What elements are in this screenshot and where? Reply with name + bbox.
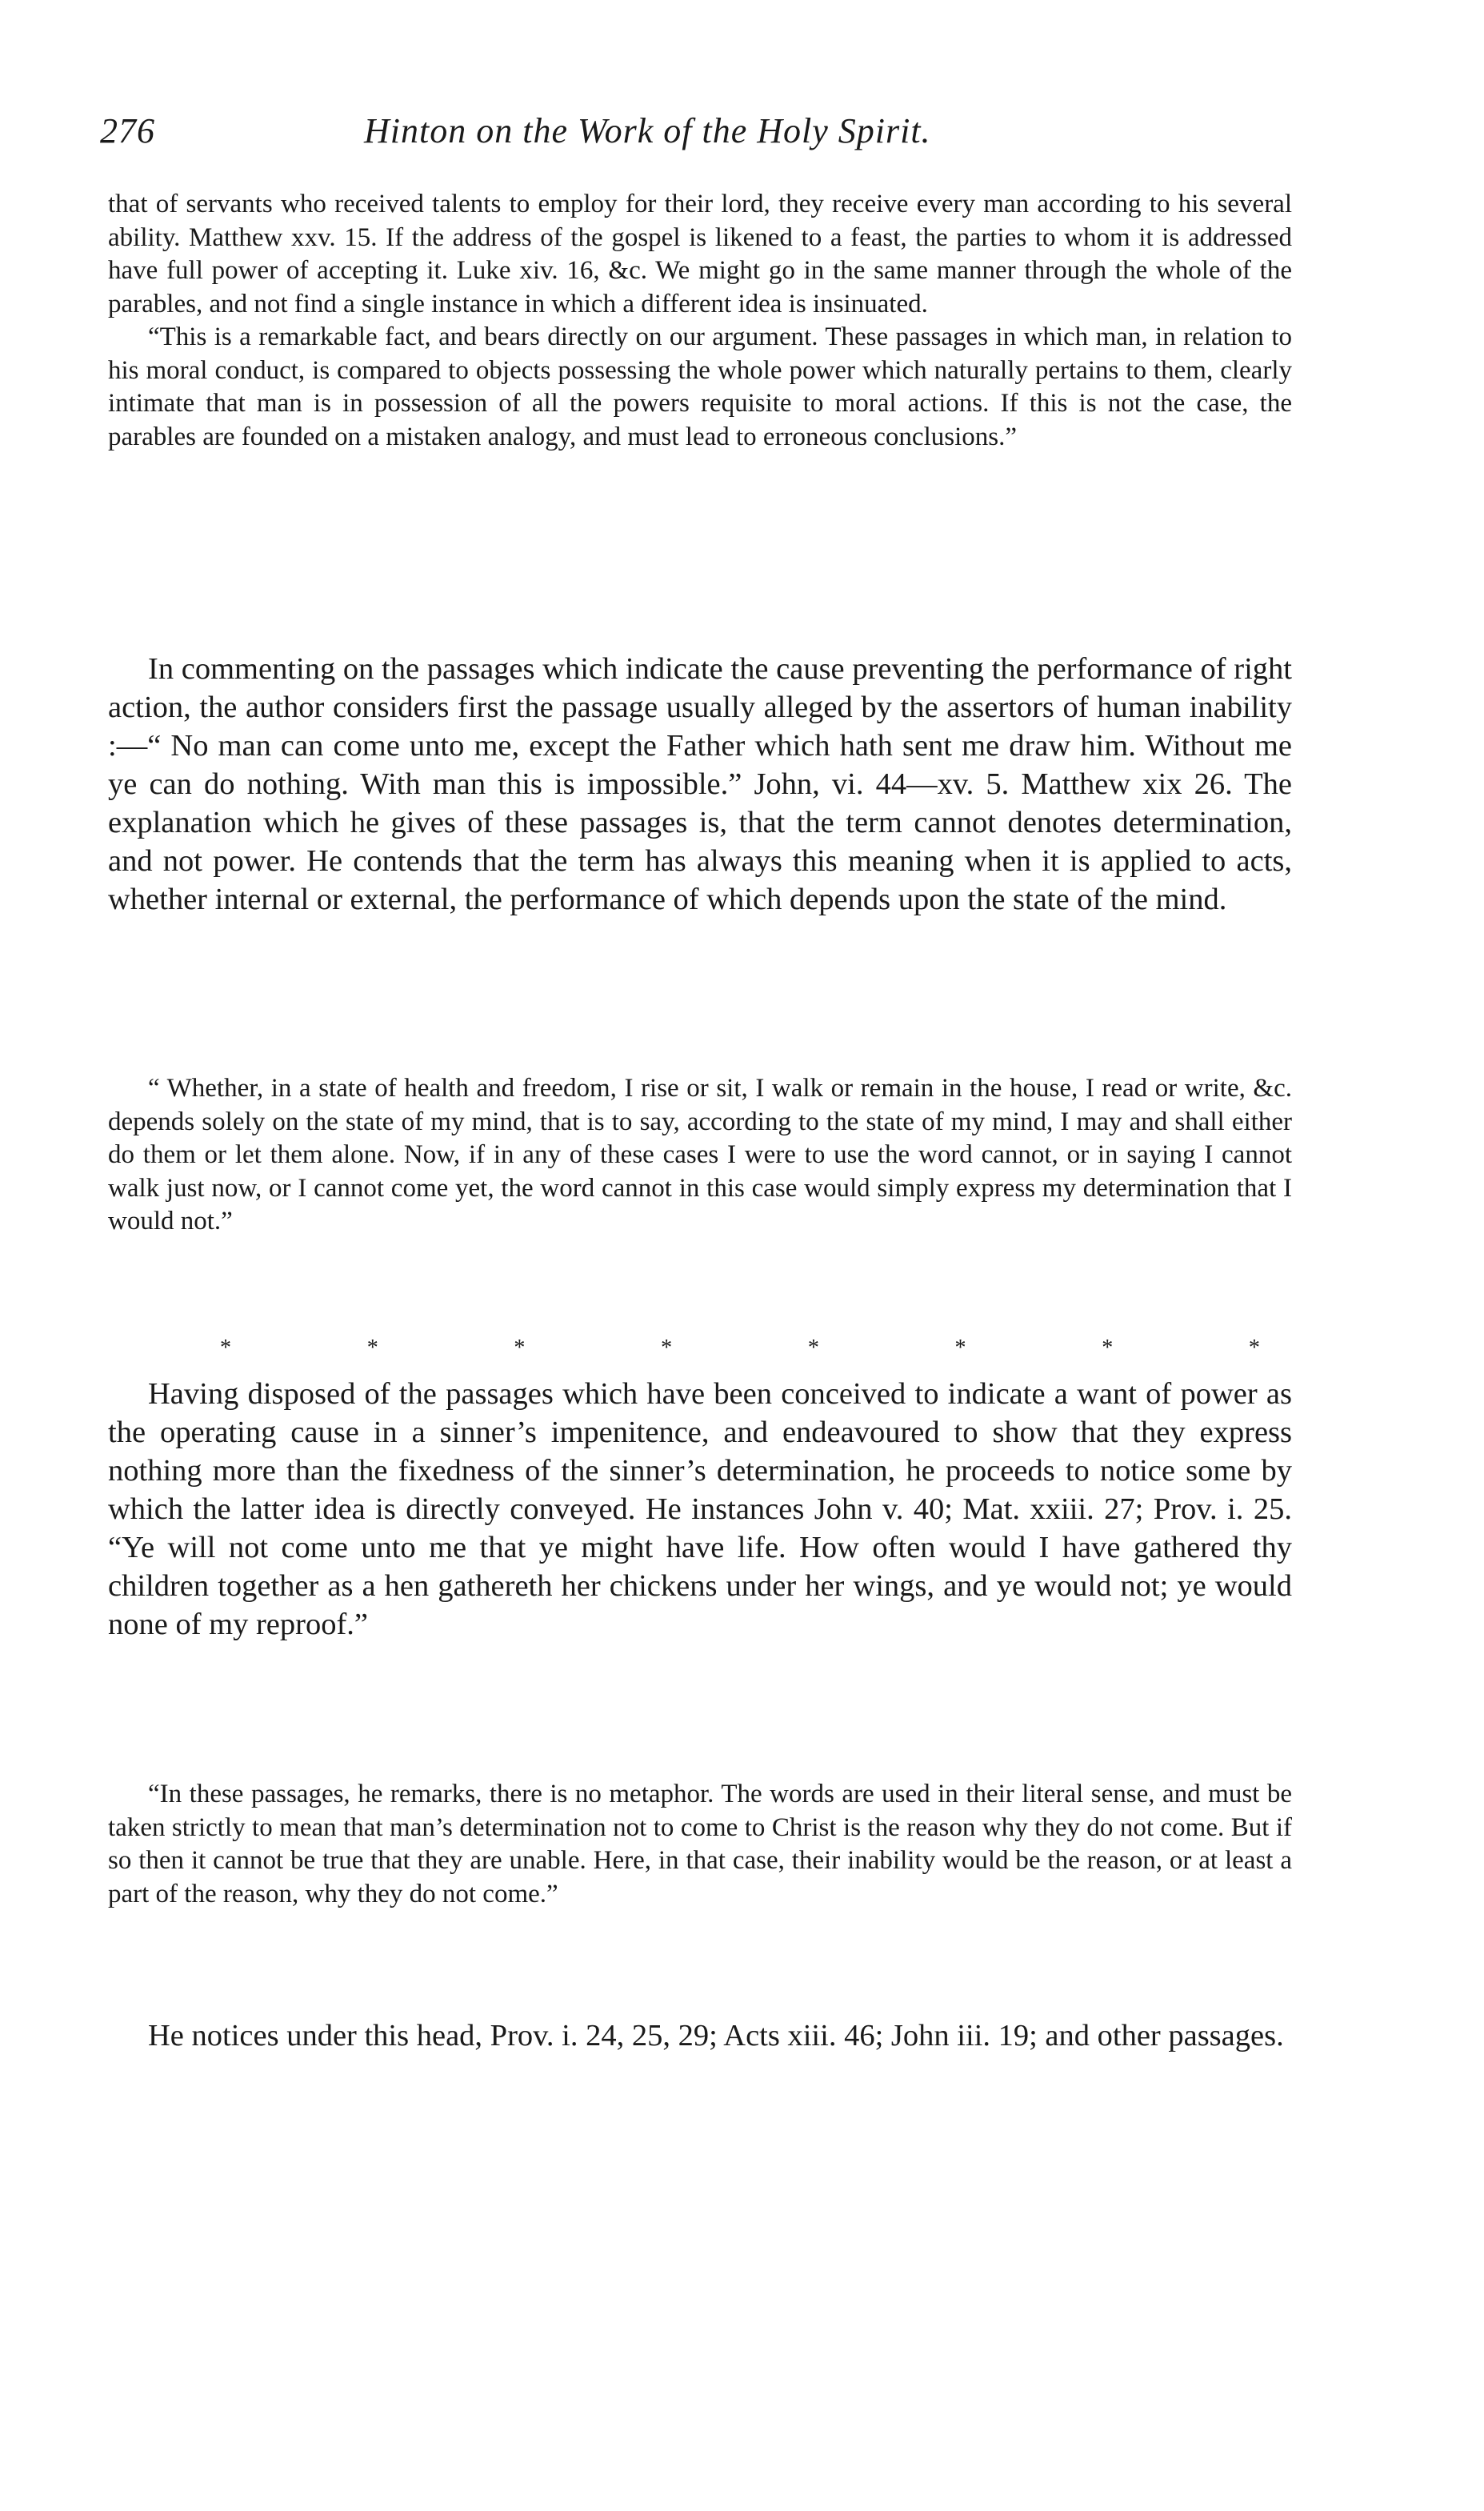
running-title: Hinton on the Work of the Holy Spirit. [364, 111, 931, 150]
body-section-3 [108, 1072, 1292, 1239]
paragraph-parables-continuation: that of servants who received talents to employ for their lord, they receive every man according to his several ability. Matthew xxv. 15. If the address of the gospel is likened to a feast, the parties to whom it is addressed have full power of accepting it. Luke xiv. 16, &c. We might go in the same manner through the whole of the parables, and not find a single instance in which a different idea is insinuated. [108, 190, 1292, 318]
paragraph-remarkable-fact: “This is a remarkable fact, and bears directly on our argument. These passages in which man, in relation to his moral conduct, is compared to objects possessing the whole power which naturally pertains to them, clearly intimate that man is in possession of all the powers requisite to moral actions. If this is not the case, the parables are founded on a mistaken analogy, and must lead to erroneous conclusions.” [108, 322, 1292, 451]
running-head [100, 110, 1300, 158]
star-ornament: * [220, 1336, 231, 1360]
star-ornament: * [1248, 1336, 1260, 1360]
star-ornament: * [954, 1336, 966, 1360]
body-section-4 [108, 1375, 1292, 1644]
paragraph-no-metaphor-quote: “In these passages, he remarks, there is no metaphor. The words are used in their literal sense, and must be taken strictly to mean that man’s determination not to come to Christ is the reason why they do not come. But if so then it cannot be true that they are unable. Here, in that case, their inability would be the reason, or at least a part of the reason, why they do not come.” [108, 1780, 1292, 1908]
page-number: 276 [100, 111, 155, 150]
body-section-1 [108, 188, 1292, 454]
paragraph-whether-quote: “ Whether, in a state of health and freedom, I rise or sit, I walk or remain in the house, I read or write, &c. depends solely on the state of my mind, that is to say, according to the state of my mind, I may and shall either do them or let them alone. Now, if in any of these cases I were to use the word cannot, or in saying I cannot walk just now, or I cannot come yet, the word cannot in this case would simply express my determination that I would not.” [108, 1074, 1292, 1235]
paragraph-notices-under-head: He notices under this head, Prov. i. 24, 25, 29; Acts xiii. 46; John iii. 19; and other passages. [148, 2019, 1284, 2052]
star-ornament: * [807, 1336, 819, 1360]
paragraph-having-disposed: Having disposed of the passages which have been conceived to indicate a want of power as the operating cause in a sinner’s impenitence, and endeavoured to show that they express nothing more than the fixedness of the sinner’s determination, he proceeds to notice some by which the latter idea is directly conveyed. He instances John v. 40; Mat. xxiii. 27; Prov. i. 25. “Ye will not come unto me that ye might have life. How often would I have gathered thy children together as a hen gathereth her chickens under her wings, and ye would not; ye would none of my reproof.” [108, 1377, 1292, 1641]
section-break-stars [220, 1336, 1260, 1360]
star-ornament: * [366, 1336, 378, 1360]
body-section-6 [108, 2016, 1292, 2055]
star-ornament: * [1102, 1336, 1114, 1360]
body-section-2 [108, 650, 1292, 919]
star-ornament: * [661, 1336, 673, 1360]
body-section-5 [108, 1778, 1292, 1911]
star-ornament: * [514, 1336, 526, 1360]
paragraph-commenting-inability: In commenting on the passages which indicate the cause preventing the performance of right action, the author considers first the passage usually alleged by the assertors of human inability :—“ No man can come unto me, except the Father which hath sent me draw him. Without me ye can do nothing. With man this is impossible.” John, vi. 44—xv. 5. Matthew xix 26. The explanation which he gives of these passages is, that the term cannot denotes determination, and not power. He contends that the term has always this meaning when it is applied to acts, whether internal or external, the performance of which depends upon the state of the mind. [108, 652, 1292, 916]
